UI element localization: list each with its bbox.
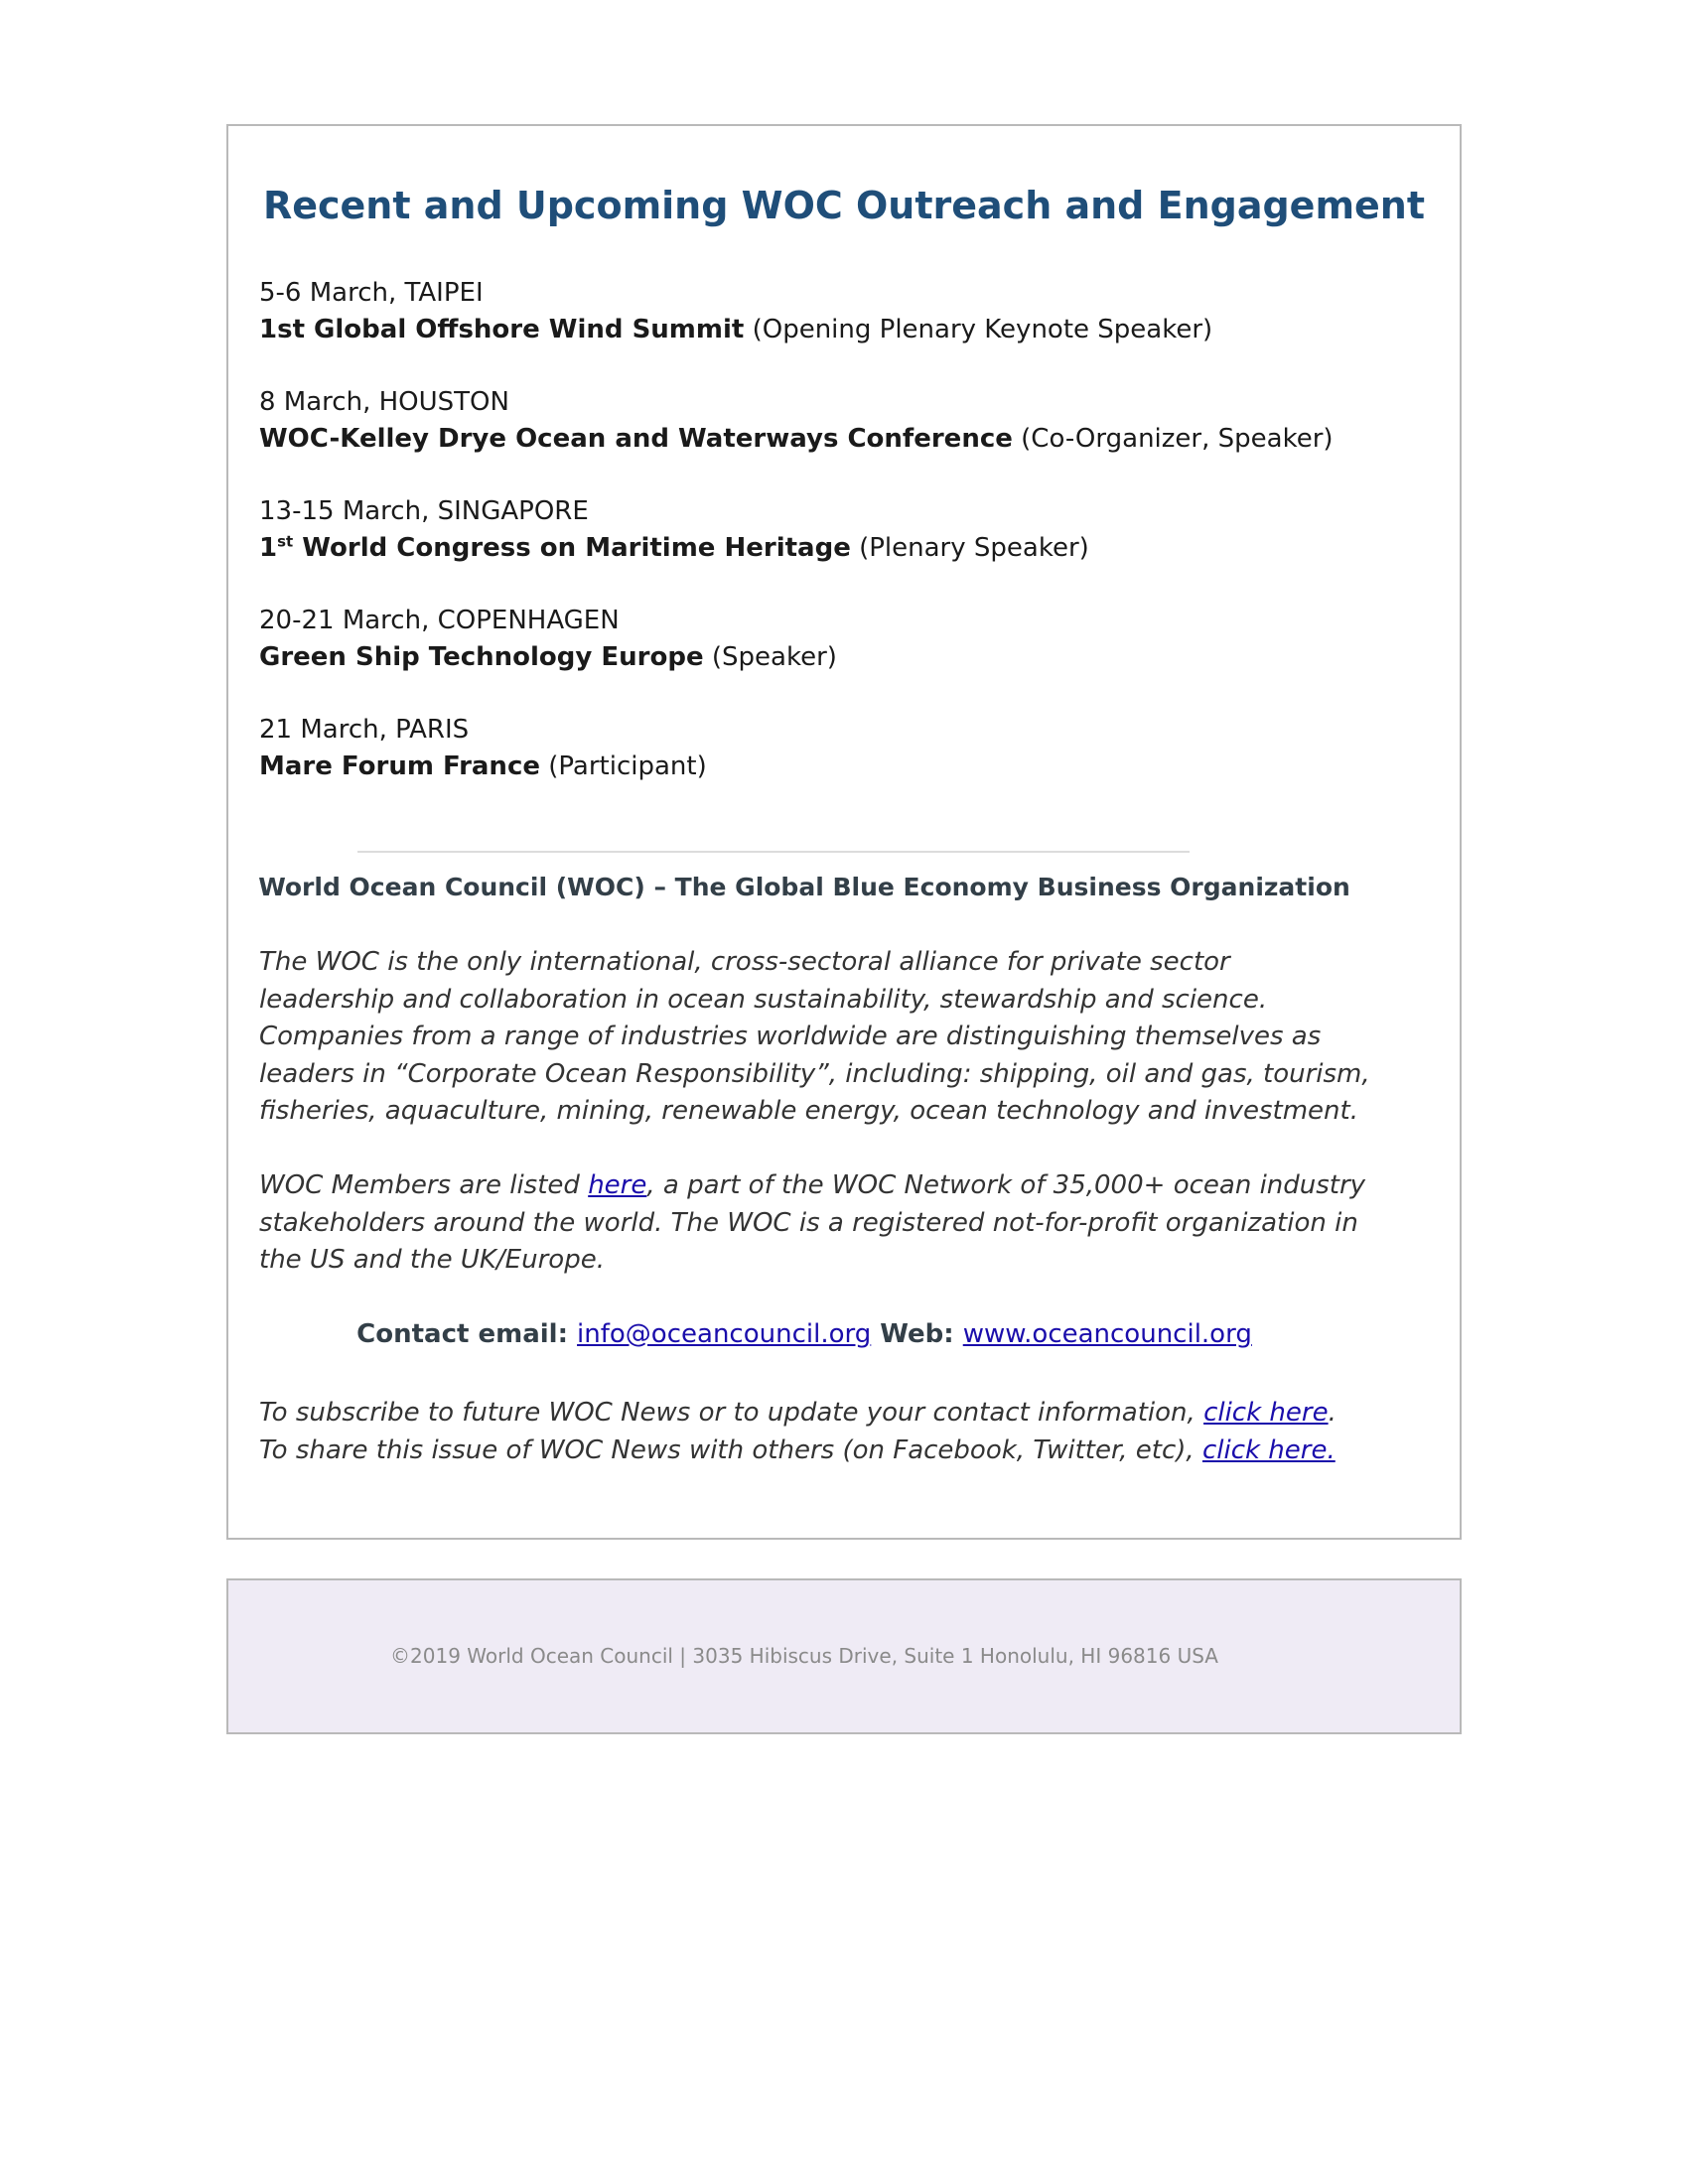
subscribe-text: To subscribe to future WOC News or to update your contact information,	[259, 1398, 1204, 1428]
page-title: Recent and Upcoming WOC Outreach and Engagement	[262, 184, 1426, 227]
event-date: 8 March, HOUSTON	[259, 387, 509, 417]
members-text-start: WOC Members are listed	[259, 1170, 589, 1200]
event-name-ordinal: st	[277, 532, 294, 551]
contact-email-link[interactable]: info@oceancouncil.org	[577, 1319, 872, 1349]
website-link[interactable]: www.oceancouncil.org	[962, 1319, 1252, 1349]
newsletter-panel	[226, 124, 1462, 1540]
footer	[226, 1578, 1462, 1734]
share-link[interactable]: click here.	[1201, 1434, 1336, 1465]
event-name: WOC-Kelley Drye Ocean and Waterways Conference	[259, 424, 1013, 454]
subscribe-link[interactable]: click here	[1203, 1398, 1329, 1428]
event-list	[259, 275, 1401, 821]
event-date: 21 March, PARIS	[259, 715, 470, 745]
event-name-text: World Congress on Maritime Heritage	[293, 533, 851, 563]
event-name-number: 1	[259, 533, 278, 563]
event-role: (Participant)	[540, 751, 707, 781]
subscribe-period: .	[1328, 1398, 1336, 1428]
event-item	[259, 493, 1401, 567]
event-name: Mare Forum France	[259, 751, 540, 781]
event-date: 5-6 March, TAIPEI	[259, 278, 484, 308]
event-item	[259, 275, 1401, 348]
section-divider	[357, 851, 1190, 853]
org-title: World Ocean Council (WOC) – The Global Blue Economy Business Organization	[258, 873, 1350, 901]
event-name: 1st Global Offshore Wind Summit	[259, 315, 745, 344]
event-item	[259, 384, 1401, 458]
contact-email-label: Contact email:	[356, 1319, 578, 1349]
contact-line	[228, 1319, 1380, 1349]
web-label: Web:	[871, 1319, 963, 1349]
event-role: (Opening Plenary Keynote Speaker)	[744, 315, 1213, 344]
event-role: (Plenary Speaker)	[850, 533, 1089, 563]
org-about-paragraph: The WOC is the only international, cross-sectoral alliance for private sector leadership and collaboration in ocean sustainability, stewardship and science. Companies from a range of industries worldwide are distinguishing themselves as leaders in “Corporate Ocean Responsibility”, including: shipping, oil and gas, tourism, fisheries, aquaculture, mining, renewable energy, ocean technology and investment.	[259, 947, 1370, 1126]
subscribe-paragraph	[259, 1395, 1411, 1469]
event-item	[259, 603, 1401, 676]
share-text: To share this issue of WOC News with others (on Facebook, Twitter, etc),	[259, 1434, 1202, 1465]
members-text-end: , a part of the WOC Network of 35,000+ ocean industry stakeholders around the world. The WOC is a registered not-for-profit organization in the US and the UK/Europe.	[259, 1170, 1366, 1275]
event-name: Green Ship Technology Europe	[259, 642, 704, 672]
event-item	[259, 712, 1401, 785]
event-role: (Co-Organizer, Speaker)	[1012, 424, 1334, 454]
event-date: 13-15 March, SINGAPORE	[259, 496, 589, 526]
footer-address: ©2019 World Ocean Council | 3035 Hibiscus Drive, Suite 1 Honolulu, HI 96816 USA	[390, 1644, 1218, 1668]
event-name	[259, 533, 851, 563]
members-link[interactable]: here	[588, 1170, 647, 1200]
members-paragraph	[259, 1167, 1371, 1280]
event-role: (Speaker)	[703, 642, 837, 672]
event-date: 20-21 March, COPENHAGEN	[259, 606, 620, 635]
